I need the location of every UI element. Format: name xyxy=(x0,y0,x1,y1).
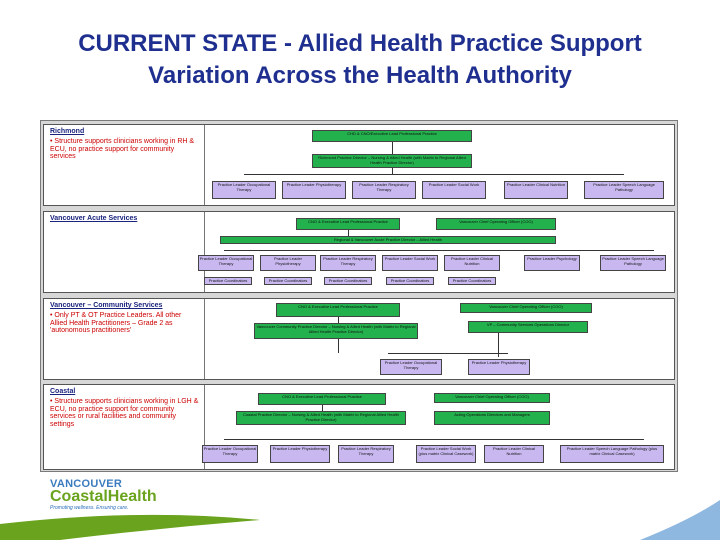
panel-heading: Richmond xyxy=(50,128,85,135)
footer-swoosh-green xyxy=(0,515,260,540)
logo-tagline: Promoting wellness. Ensuring care. xyxy=(50,505,129,511)
logo-line-2: CoastalHealth xyxy=(50,488,157,505)
org-box-green: Regional & Vancouver Acute Practice Director – Allied Health xyxy=(220,236,556,244)
org-box-green: Coastal Practice Director – Nursing & Allied Health (with Matrix to Regional Allied Health Practice Director) xyxy=(236,411,406,425)
org-box-green: Richmond Practice Director – Nursing & Allied Health (with Matrix to Regional Allied Health Practice Director) xyxy=(312,154,472,168)
org-box-purple: Practice Leader Occupational Therapy xyxy=(212,181,276,199)
org-box-purple: Practice Leader Clinical Nutrition xyxy=(444,255,500,271)
org-box-green: Vancouver Community Practice Director – Nursing & Allied Health (with Matrix to Regional Allied Health Practice Director) xyxy=(254,323,418,339)
org-box-purple-small: Practice Coordinators xyxy=(324,277,372,285)
title-line-2: Variation Across the Health Authority xyxy=(148,62,572,89)
org-box-purple: Practice Leader Clinical Nutrition xyxy=(504,181,568,199)
panel-heading: Vancouver Acute Services xyxy=(50,215,138,222)
org-box-purple: Practice Leader Speech Language Pathology xyxy=(584,181,664,199)
org-box-purple: Practice Leader Psychology xyxy=(524,255,580,271)
org-box-green: Vancouver Chief Operating Officer (COO) xyxy=(460,303,592,313)
panel-heading: Coastal xyxy=(50,388,76,395)
org-box-green: Vancouver Chief Operating Officer (COO) xyxy=(436,218,556,230)
org-box-purple: Practice Leader Speech Language Pathology (plus matrix Clinical Casework) xyxy=(560,445,664,463)
org-box-purple: Practice Leader Respiratory Therapy xyxy=(338,445,394,463)
panel-note: • Structure supports clinicians working in LGH & ECU, no practice support for community services or rural facilities and community settings xyxy=(50,398,199,428)
org-box-green: CNO & Executive Lead Professional Practice xyxy=(296,218,400,230)
org-box-purple: Practice Leader Speech Language Pathology xyxy=(600,255,666,271)
org-box-green: VP – Community Services Operations Director xyxy=(468,321,588,333)
logo-line-1: VANCOUVER xyxy=(50,478,123,490)
org-box-purple-small: Practice Coordinators xyxy=(386,277,434,285)
title-line-1: CURRENT STATE - Allied Health Practice Support xyxy=(78,30,642,57)
panel-note: • Structure supports clinicians working in RH & ECU, no practice support for community services xyxy=(50,138,195,161)
org-box-purple-small: Practice Coordinators xyxy=(264,277,312,285)
org-box-purple: Practice Leader Occupational Therapy xyxy=(198,255,254,271)
org-box-purple: Practice Leader Physiotherapy xyxy=(468,359,530,375)
org-box-purple: Practice Leader Respiratory Therapy xyxy=(320,255,376,271)
org-box-purple: Practice Leader Occupational Therapy xyxy=(202,445,258,463)
org-box-green: CNO & Executive Lead Professional Practice xyxy=(258,393,386,405)
org-box-purple: Practice Leader Clinical Nutrition xyxy=(484,445,544,463)
org-box-purple: Practice Leader Social Work (plus matrix Clinical Casework) xyxy=(416,445,476,463)
org-box-green: Acting Operations Directors and Managers xyxy=(434,411,550,425)
org-box-purple: Practice Leader Social Work xyxy=(382,255,438,271)
org-box-purple: Practice Leader Physiotherapy xyxy=(270,445,330,463)
org-box-green: CNO & Executive Lead Professional Practice xyxy=(276,303,400,317)
org-box-purple: Practice Leader Physiotherapy xyxy=(282,181,346,199)
panel-heading: Vancouver – Community Services xyxy=(50,302,163,309)
org-box-purple-small: Practice Coordinators xyxy=(448,277,496,285)
org-box-purple: Practice Leader Social Work xyxy=(422,181,486,199)
org-box-purple: Practice Leader Physiotherapy xyxy=(260,255,316,271)
org-box-green: CHD & CNO/Executive Lead Professional Practice xyxy=(312,130,472,142)
footer-swoosh-blue xyxy=(640,500,720,540)
panel-note: • Only PT & OT Practice Leaders. All other Allied Health Practitioners – Grade 2 as 'autonomous practitioners' xyxy=(50,312,182,335)
org-box-green: Vancouver Chief Operating Officer (COO) xyxy=(434,393,550,403)
org-box-purple-small: Practice Coordinators xyxy=(204,277,252,285)
org-box-purple: Practice Leader Respiratory Therapy xyxy=(352,181,416,199)
org-box-purple: Practice Leader Occupational Therapy xyxy=(380,359,442,375)
